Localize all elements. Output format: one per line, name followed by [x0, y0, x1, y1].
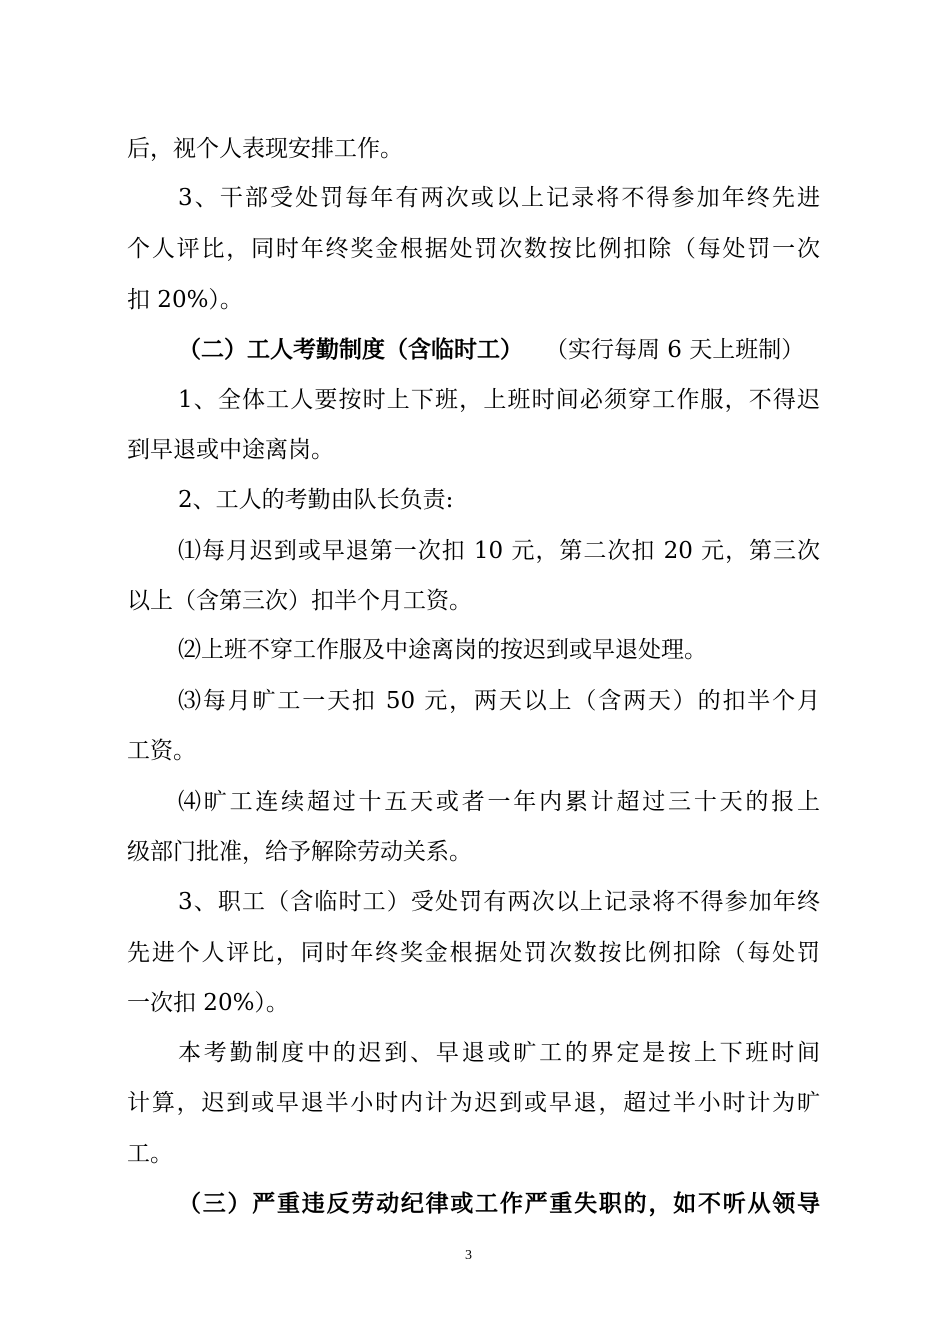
paragraph-line: 后，视个人表现安排工作。 — [127, 136, 403, 162]
paragraph-line: ⑴每月迟到或早退第一次扣 10 元，第二次扣 20 元，第三次 — [178, 538, 820, 564]
paragraph-line: 级部门批准，给予解除劳动关系。 — [127, 839, 472, 865]
paragraph-line: 一次扣 20%）。 — [127, 990, 289, 1016]
paragraph-line: 个人评比，同时年终奖金根据处罚次数按比例扣除（每处罚一次 — [127, 236, 820, 262]
page-number: 3 — [465, 1248, 472, 1263]
paragraph-line: 以上（含第三次）扣半个月工资。 — [127, 588, 472, 614]
paragraph-line: 2、工人的考勤由队长负责: — [178, 487, 454, 513]
paragraph-line: 本考勤制度中的迟到、早退或旷工的界定是按上下班时间 — [178, 1040, 820, 1066]
paragraph-line: ⑶每月旷工一天扣 50 元，两天以上（含两天）的扣半个月 — [178, 688, 820, 714]
paragraph-line: 先进个人评比，同时年终奖金根据处罚次数按比例扣除（每处罚 — [127, 940, 820, 966]
paragraph-line: ⑵上班不穿工作服及中途离岗的按迟到或早退处理。 — [178, 637, 707, 663]
paragraph-line: 工。 — [127, 1141, 173, 1167]
paragraph-line: 1、全体工人要按时上下班，上班时间必须穿工作服，不得迟 — [178, 387, 820, 413]
section-heading: （三）严重违反劳动纪律或工作严重失职的，如不听从领导 — [178, 1190, 820, 1217]
paragraph-line: 3、干部受处罚每年有两次或以上记录将不得参加年终先进 — [178, 185, 820, 211]
paragraph-line: ⑷旷工连续超过十五天或者一年内累计超过三十天的报上 — [178, 789, 820, 815]
section-heading-note: （实行每周 6 天上班制） — [545, 337, 805, 363]
paragraph-line: 3、职工（含临时工）受处罚有两次以上记录将不得参加年终 — [178, 889, 820, 915]
section-heading: （二）工人考勤制度（含临时工） — [178, 336, 523, 363]
paragraph-line: 扣 20%）。 — [127, 287, 243, 313]
paragraph-line: 到早退或中途离岗。 — [127, 437, 334, 463]
paragraph-line: 计算，迟到或早退半小时内计为迟到或早退，超过半小时计为旷 — [127, 1090, 820, 1116]
paragraph-line: 工资。 — [127, 738, 196, 764]
